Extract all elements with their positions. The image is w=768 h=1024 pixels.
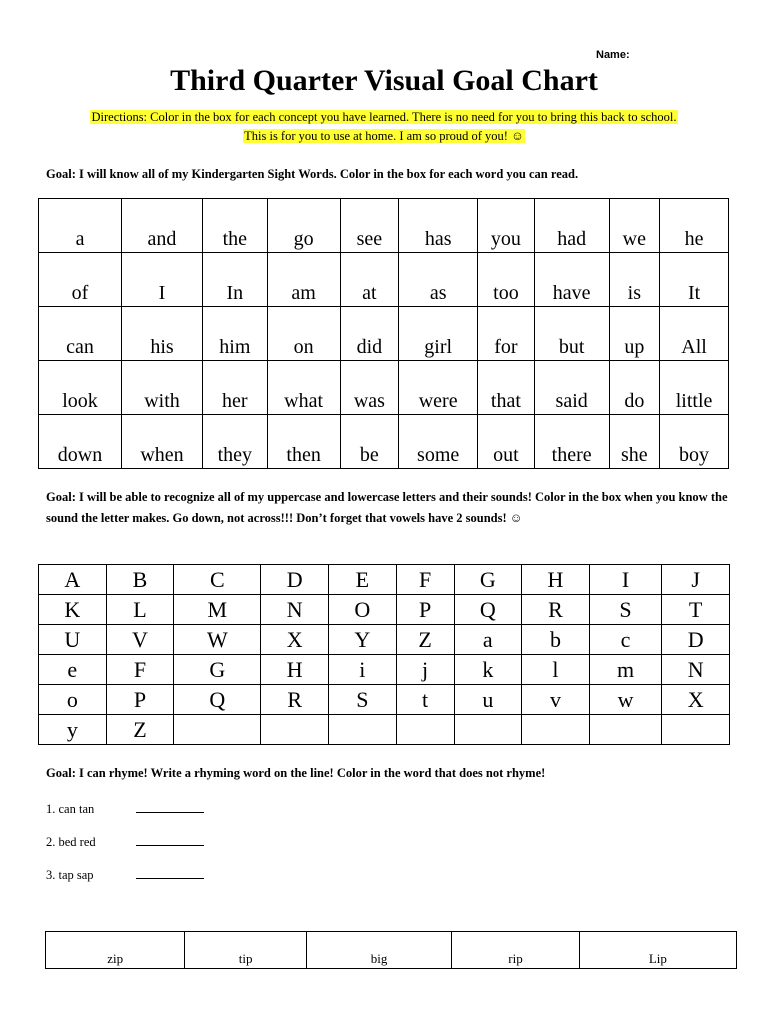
letter-cell[interactable]: W <box>174 625 261 655</box>
letter-cell[interactable]: M <box>174 595 261 625</box>
letter-cell[interactable]: J <box>662 565 730 595</box>
letter-cell[interactable]: o <box>39 685 107 715</box>
letter-cell[interactable]: D <box>662 625 730 655</box>
sight-word-cell[interactable]: out <box>478 415 535 469</box>
sight-word-cell[interactable]: at <box>340 253 399 307</box>
sight-word-cell[interactable]: what <box>267 361 340 415</box>
sight-word-cell[interactable]: was <box>340 361 399 415</box>
letter-cell[interactable]: t <box>396 685 454 715</box>
letter-cell[interactable]: N <box>662 655 730 685</box>
letter-row <box>39 565 730 595</box>
letter-cell[interactable] <box>329 715 397 745</box>
sight-word-cell[interactable]: when <box>122 415 203 469</box>
name-label: Name: <box>596 49 630 61</box>
letter-row <box>39 655 730 685</box>
letter-cell[interactable]: F <box>396 565 454 595</box>
directions-line-2: This is for you to use at home. I am so proud of you! ☺ <box>244 129 524 143</box>
letter-cell[interactable]: Q <box>174 685 261 715</box>
letter-cell[interactable]: D <box>261 565 329 595</box>
letter-cell[interactable]: R <box>522 595 590 625</box>
letter-cell[interactable]: G <box>454 565 522 595</box>
letter-cell[interactable]: T <box>662 595 730 625</box>
sight-word-cell[interactable]: you <box>478 199 535 253</box>
rhyme-pair: 1. can tan <box>46 802 95 816</box>
sight-word-cell[interactable]: she <box>609 415 660 469</box>
letter-cell[interactable]: w <box>589 685 662 715</box>
sight-word-cell[interactable]: him <box>202 307 267 361</box>
sight-word-row <box>39 253 729 307</box>
directions-line-1: Directions: Color in the box for each concept you have learned. There is no need for you to bring this back to school. <box>91 110 677 124</box>
goal-sight-words: Goal: I will know all of my Kindergarten Sight Words. Color in the box for each word you can read. <box>46 167 579 181</box>
letter-cell[interactable]: P <box>396 595 454 625</box>
rhyme-item-1 <box>46 800 204 817</box>
letter-row <box>39 595 730 625</box>
rhyme-item-2 <box>46 833 204 850</box>
sight-word-cell[interactable]: as <box>399 253 478 307</box>
sight-word-cell[interactable]: do <box>609 361 660 415</box>
sight-word-cell[interactable]: go <box>267 199 340 253</box>
goal-rhyme: Goal: I can rhyme! Write a rhyming word on the line! Color in the word that does not rhyme! <box>46 766 546 780</box>
letter-cell[interactable]: y <box>39 715 107 745</box>
sight-word-cell[interactable]: All <box>660 307 729 361</box>
letter-cell[interactable]: m <box>589 655 662 685</box>
sight-word-cell[interactable]: up <box>609 307 660 361</box>
letter-cell[interactable] <box>396 715 454 745</box>
sight-word-cell[interactable]: some <box>399 415 478 469</box>
letter-cell[interactable]: H <box>261 655 329 685</box>
letter-cell[interactable]: j <box>396 655 454 685</box>
letter-cell[interactable]: l <box>522 655 590 685</box>
sight-word-row <box>39 199 729 253</box>
rhyme-word-cell[interactable]: big <box>306 932 451 969</box>
letter-row <box>39 625 730 655</box>
rhyme-word-cell[interactable]: Lip <box>579 932 736 969</box>
sight-word-cell[interactable]: we <box>609 199 660 253</box>
sight-word-cell[interactable]: be <box>340 415 399 469</box>
letter-cell[interactable]: R <box>261 685 329 715</box>
sight-word-cell[interactable]: with <box>122 361 203 415</box>
sight-word-cell[interactable]: see <box>340 199 399 253</box>
sight-word-cell[interactable]: has <box>399 199 478 253</box>
letter-cell[interactable]: E <box>329 565 397 595</box>
letter-cell[interactable]: a <box>454 625 522 655</box>
rhyme-word-cell[interactable]: tip <box>185 932 307 969</box>
letter-cell[interactable] <box>662 715 730 745</box>
letter-cell[interactable]: S <box>589 595 662 625</box>
letter-cell[interactable]: F <box>106 655 174 685</box>
letter-cell[interactable]: i <box>329 655 397 685</box>
letter-cell[interactable]: V <box>106 625 174 655</box>
letter-cell[interactable]: X <box>662 685 730 715</box>
letter-cell[interactable] <box>454 715 522 745</box>
letter-cell[interactable]: u <box>454 685 522 715</box>
sight-word-cell[interactable]: boy <box>660 415 729 469</box>
letter-cell[interactable]: e <box>39 655 107 685</box>
letter-cell[interactable]: Z <box>106 715 174 745</box>
sight-words-table <box>38 198 729 469</box>
letter-cell[interactable]: S <box>329 685 397 715</box>
letter-cell[interactable]: B <box>106 565 174 595</box>
letter-cell[interactable]: X <box>261 625 329 655</box>
letter-cell[interactable]: G <box>174 655 261 685</box>
rhyme-answer-line[interactable] <box>136 866 204 879</box>
sight-word-cell[interactable]: said <box>534 361 609 415</box>
letter-cell[interactable]: Q <box>454 595 522 625</box>
sight-word-cell[interactable]: It <box>660 253 729 307</box>
letter-cell[interactable]: I <box>589 565 662 595</box>
letter-cell[interactable]: A <box>39 565 107 595</box>
rhyme-answer-line[interactable] <box>136 833 204 846</box>
sight-word-cell[interactable]: then <box>267 415 340 469</box>
letter-cell[interactable]: Y <box>329 625 397 655</box>
letter-row <box>39 715 730 745</box>
sight-word-cell[interactable]: too <box>478 253 535 307</box>
sight-word-row <box>39 307 729 361</box>
sight-word-cell[interactable]: they <box>202 415 267 469</box>
sight-word-cell[interactable]: did <box>340 307 399 361</box>
rhyme-words-row <box>46 932 737 969</box>
sight-word-cell[interactable]: there <box>534 415 609 469</box>
sight-word-row <box>39 415 729 469</box>
rhyme-item-3 <box>46 866 204 883</box>
rhyme-word-cell[interactable]: zip <box>46 932 185 969</box>
sight-word-cell[interactable]: have <box>534 253 609 307</box>
rhyme-word-cell[interactable]: rip <box>452 932 579 969</box>
sight-word-cell[interactable]: but <box>534 307 609 361</box>
letter-cell[interactable] <box>261 715 329 745</box>
letter-cell[interactable] <box>522 715 590 745</box>
rhyme-pair: 2. bed red <box>46 835 96 849</box>
sight-word-row <box>39 361 729 415</box>
page-title: Third Quarter Visual Goal Chart <box>170 64 598 97</box>
letter-cell[interactable] <box>589 715 662 745</box>
sight-word-cell[interactable]: look <box>39 361 122 415</box>
letter-cell[interactable]: U <box>39 625 107 655</box>
sight-word-cell[interactable]: a <box>39 199 122 253</box>
sight-word-cell[interactable]: can <box>39 307 122 361</box>
sight-word-cell[interactable]: girl <box>399 307 478 361</box>
sight-word-cell[interactable]: her <box>202 361 267 415</box>
sight-word-cell[interactable]: am <box>267 253 340 307</box>
letter-cell[interactable]: k <box>454 655 522 685</box>
letter-cell[interactable]: C <box>174 565 261 595</box>
sight-word-cell[interactable]: I <box>122 253 203 307</box>
sight-word-cell[interactable]: In <box>202 253 267 307</box>
rhyme-words-table <box>45 931 737 969</box>
letter-cell[interactable]: c <box>589 625 662 655</box>
letters-table <box>38 564 730 745</box>
sight-word-cell[interactable]: that <box>478 361 535 415</box>
sight-word-cell[interactable]: he <box>660 199 729 253</box>
letter-cell[interactable]: L <box>106 595 174 625</box>
letter-cell[interactable]: H <box>522 565 590 595</box>
letter-cell[interactable]: b <box>522 625 590 655</box>
sight-word-cell[interactable]: down <box>39 415 122 469</box>
sight-word-cell[interactable]: and <box>122 199 203 253</box>
sight-word-cell[interactable]: his <box>122 307 203 361</box>
sight-word-cell[interactable]: the <box>202 199 267 253</box>
letter-cell[interactable]: P <box>106 685 174 715</box>
sight-word-cell[interactable]: were <box>399 361 478 415</box>
letter-row <box>39 685 730 715</box>
letter-cell[interactable]: O <box>329 595 397 625</box>
rhyme-pair: 3. tap sap <box>46 868 94 882</box>
letter-cell[interactable]: v <box>522 685 590 715</box>
rhyme-answer-line[interactable] <box>136 800 204 813</box>
letter-cell[interactable] <box>174 715 261 745</box>
sight-word-cell[interactable]: of <box>39 253 122 307</box>
letter-cell[interactable]: Z <box>396 625 454 655</box>
sight-word-cell[interactable]: is <box>609 253 660 307</box>
goal-letters: Goal: I will be able to recognize all of my uppercase and lowercase letters and their sounds! Color in the box when you know the sound the letter makes. Go down, not across!!! Don’t forget that vowels have 2 sounds! ☺ <box>46 490 728 525</box>
sight-word-cell[interactable]: had <box>534 199 609 253</box>
letter-cell[interactable]: N <box>261 595 329 625</box>
sight-word-cell[interactable]: on <box>267 307 340 361</box>
sight-word-cell[interactable]: for <box>478 307 535 361</box>
directions <box>0 108 768 146</box>
sight-word-cell[interactable]: little <box>660 361 729 415</box>
letter-cell[interactable]: K <box>39 595 107 625</box>
